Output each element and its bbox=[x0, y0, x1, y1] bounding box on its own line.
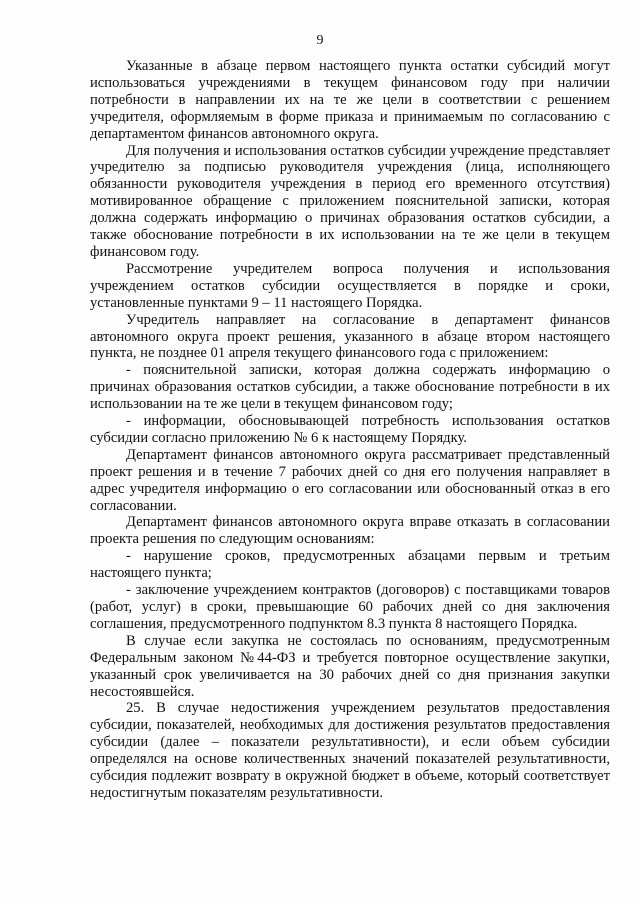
page-number: 9 bbox=[316, 33, 324, 48]
paragraph-request-procedure: Для получения и использования остатков субсидии учреждение представляет учредителю за подписью руководителя учреждения (лица, исполняющего обязанности руководителя учреждения в период его временного отсутствия) мотивированное обращение с приложением пояснительной записки, которая должна содержать информацию о причинах образования остатков субсидии, а также обоснование потребности в их использовании на те же цели в текущем финансовом году. bbox=[90, 142, 610, 260]
paragraph-refusal-grounds: Департамент финансов автономного округа вправе отказать в согласовании проекта решения по следующим основаниям: bbox=[90, 514, 610, 548]
list-item-contract-terms: - заключение учреждением контрактов (договоров) с поставщиками товаров (работ, услуг) в сроки, превышающие 60 рабочих дней со дня заключения соглашения, предусмотренного подпунктом 8.3 пункта 8 настоящего Порядка. bbox=[90, 582, 610, 632]
paragraph-department-review: Департамент финансов автономного округа рассматривает представленный проект решения и в течение 7 рабочих дней со дня его получения направляет в адрес учредителя информацию о его согласовании или обоснованный отказ в его согласовании. bbox=[90, 446, 610, 514]
paragraph-review-terms: Рассмотрение учредителем вопроса получения и использования учреждением остатков субсидии осуществляется в порядке и сроки, установленные пунктами 9 – 11 настоящего Порядка. bbox=[90, 260, 610, 311]
list-item-justification-info: - информации, обосновывающей потребность использования остатков субсидии согласно приложению № 6 к настоящему Порядку. bbox=[90, 413, 610, 446]
document-body bbox=[90, 58, 610, 802]
list-item-deadline-violation: - нарушение сроков, предусмотренных абзацами первым и третьим настоящего пункта; bbox=[90, 548, 610, 582]
list-item-explanatory-note: - пояснительной записки, которая должна содержать информацию о причинах образования остатков субсидии, а также обоснование потребности в их использовании на те же цели в текущем финансовом году; bbox=[90, 362, 610, 413]
paragraph-remaining-subsidies: Указанные в абзаце первом настоящего пункта остатки субсидий могут использоваться учреждениями в текущем финансовом году при наличии потребности в направлении их на те же цели в соответствии с решением учредителя, оформляемым в форме приказа и принимаемым по согласованию с департаментом финансов автономного округа. bbox=[90, 58, 610, 142]
paragraph-clause-25: 25. В случае недостижения учреждением результатов предоставления субсидии, показателей, необходимых для достижения результатов предоставления субсидии (далее – показатели результативности), и если объем субсидии определялся на основе количественных значений показателей результативности, субсидия подлежит возврату в окружной бюджет в объеме, который соответствует недостигнутым показателям результативности. bbox=[90, 700, 610, 801]
paragraph-submission-deadline: Учредитель направляет на согласование в департамент финансов автономного округа проект решения, указанного в абзаце втором настоящего пункта, не позднее 01 апреля текущего финансового года с приложением: bbox=[90, 311, 610, 362]
paragraph-failed-procurement: В случае если закупка не состоялась по основаниям, предусмотренным Федеральным законом №44-ФЗ и требуется повторное осуществление закупки, указанный срок увеличивается на 30 рабочих дней со дня признания закупки несостоявшейся. bbox=[90, 632, 610, 700]
